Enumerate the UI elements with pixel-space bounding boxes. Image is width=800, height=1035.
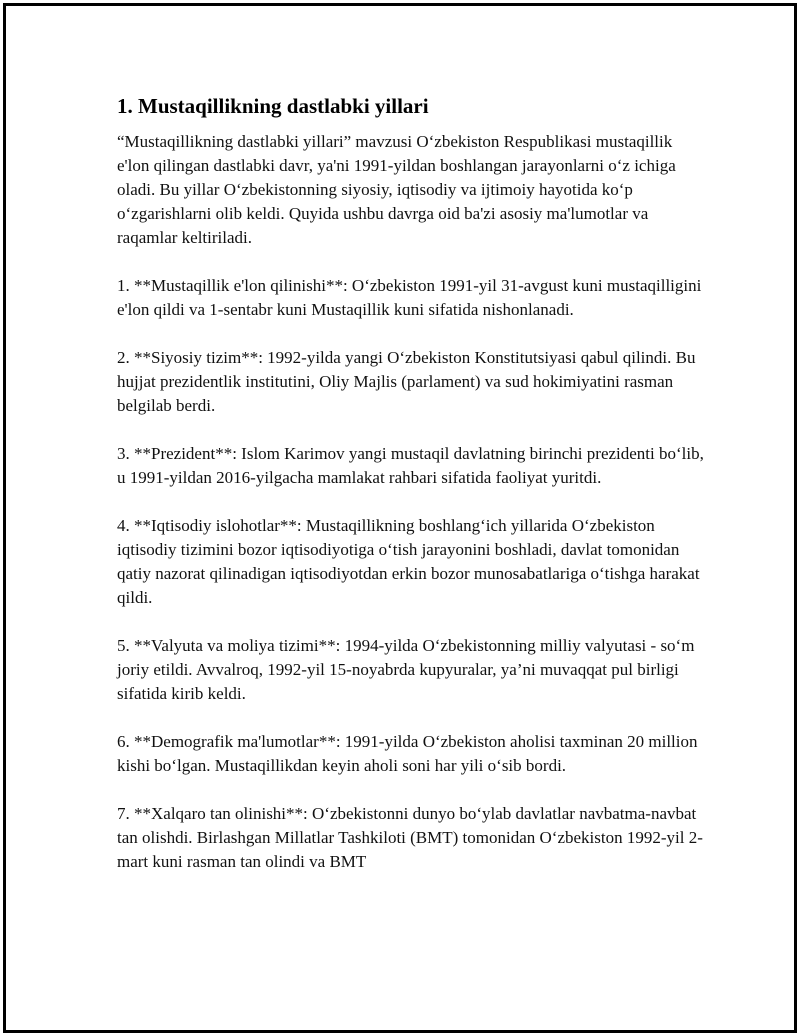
list-item-international-recognition: 7. **Xalqaro tan olinishi**: O‘zbekistonni dunyo bo‘ylab davlatlar navbatma-navbat tan olishdi. Birlashgan Millatlar Tashkiloti (BMT) tomonidan O‘zbekiston 1992-yil 2-mart kuni rasman tan olindi va BMT <box>117 804 703 871</box>
list-item-independence: 1. **Mustaqillik e'lon qilinishi**: O‘zbekiston 1991-yil 31-avgust kuni mustaqilligini e'lon qildi va 1-sentabr kuni Mustaqillik kuni sifatida nishonlanadi. <box>117 276 702 319</box>
list-item-demographics: 6. **Demografik ma'lumotlar**: 1991-yilda O‘zbekiston aholisi taxminan 20 million kishi bo‘lgan. Mustaqillikdan keyin aholi soni har yili o‘sib bordi. <box>117 732 698 775</box>
list-item-economic-reforms: 4. **Iqtisodiy islohotlar**: Mustaqillikning boshlang‘ich yillarida O‘zbekiston iqtisodiy tizimini bozor iqtisodiyotiga o‘tish jarayonini boshladi, davlat tomonidan qatiy nazorat qilinadigan iqtisodiyotdan erkin bozor munosabatlariga o‘tishga harakat qildi. <box>117 516 700 607</box>
document-heading: 1. Mustaqillikning dastlabki yillari <box>117 94 429 118</box>
list-item-president: 3. **Prezident**: Islom Karimov yangi mustaqil davlatning birinchi prezidenti bo‘lib, u 1991-yildan 2016-yilgacha mamlakat rahbari sifatida faoliyat yuritdi. <box>117 444 704 487</box>
document-body <box>117 92 707 874</box>
list-item-currency: 5. **Valyuta va moliya tizimi**: 1994-yilda O‘zbekistonning milliy valyutasi - so‘m joriy etildi. Avvalroq, 1992-yil 15-noyabrda kupyuralar, ya’ni muvaqqat pul birligi sifatida kirib keldi. <box>117 636 695 703</box>
list-item-political-system: 2. **Siyosiy tizim**: 1992-yilda yangi O‘zbekiston Konstitutsiyasi qabul qilindi. Bu hujjat prezidentlik institutini, Oliy Majlis (parlament) va sud hokimiyatini rasman belgilab berdi. <box>117 348 696 415</box>
intro-paragraph: “Mustaqillikning dastlabki yillari” mavzusi O‘zbekiston Respublikasi mustaqillik e'lon qilingan dastlabki davr, ya'ni 1991-yildan boshlangan jarayonlarni o‘z ichiga oladi. Bu yillar O‘zbekistonning siyosiy, iqtisodiy va ijtimoiy hayotida ko‘p o‘zgarishlarni olib keldi. Quyida ushbu davrga oid ba'zi asosiy ma'lumotlar va raqamlar keltiriladi. <box>117 132 676 247</box>
